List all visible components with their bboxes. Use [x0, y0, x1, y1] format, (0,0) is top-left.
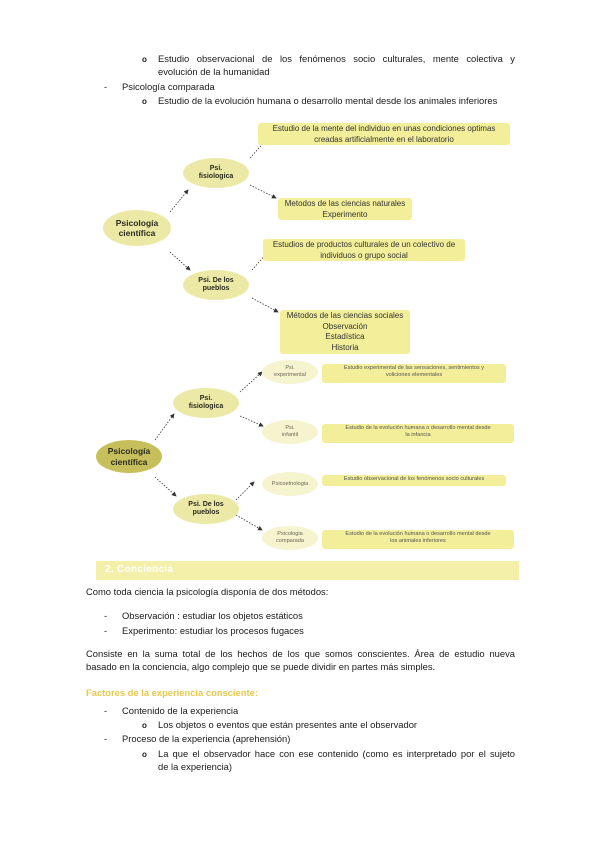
list-item-text: Proceso de la experiencia (aprehensión) [122, 733, 291, 744]
list-item-text: Los objetos o eventos que están presentes ante el observador [158, 719, 418, 730]
highlight-text: Metodos de las ciencias naturales Experimento [278, 198, 412, 220]
section-title: 2. Conciencia [105, 564, 174, 575]
list-item-text: Contenido de la experiencia [122, 705, 239, 716]
node-psi-fisiologica: Psi. fisiologica [183, 158, 249, 188]
highlight-text: Estudio observacional de los fenómenos socio culturales [322, 475, 506, 486]
dash-bullet: - [104, 733, 108, 744]
node-psi-experimental: Psi. experimental [262, 360, 318, 384]
bullet: o [142, 97, 147, 106]
bullet: o [142, 750, 147, 759]
node-psi-fisiologica: Psi. fisiologica [173, 388, 239, 418]
node-psicologia-comparada: Psicologia comparada [262, 526, 318, 550]
subheading: Factores de la experiencia consciente: [86, 687, 258, 698]
bullet: o [142, 55, 147, 64]
highlight-text: Estudios de productos culturales de un colectivo de individuos o grupo social [263, 239, 465, 261]
node-psicologia-cientifica: Psicología científica [103, 210, 171, 246]
list-item-text: Estudio de la evolución humana o desarrollo mental desde los animales inferiores [158, 95, 498, 106]
node-psi-pueblos: Psi. De los pueblos [183, 270, 249, 300]
node-psicologia-cientifica: Psicología científica [96, 440, 162, 473]
list-item-text: Experimento: estudiar los procesos fugaces [122, 625, 304, 636]
list-item-text: Estudio observacional de los fenómenos socio culturales, mente colectiva y evolución de la humanidad [158, 53, 515, 77]
highlight-text: Estudio de la evolución humana o desarrollo mental desde los animales inferiores [322, 530, 514, 549]
node-psi-pueblos: Psi. De los pueblos [173, 494, 239, 524]
dash-bullet: - [104, 625, 108, 636]
list-item-text: Observación : estudiar los objetos estáticos [122, 610, 303, 621]
dash-bullet: - [104, 610, 108, 621]
highlight-text: Estudio de la mente del individuo en unas condiciones optimas creadas artificialmente en el laboratorio [258, 123, 510, 145]
highlight-text: Estudio de la evolución humana o desarrollo mental desde la infancia [322, 424, 514, 443]
highlight-text: Estudio experimental de las sensaciones, sentimientos y voliciones elementales [322, 364, 506, 383]
dash-bullet: - [104, 81, 108, 92]
list-item-text: Psicología comparada [122, 81, 215, 92]
paragraph: Consiste en la suma total de los hechos de los que somos conscientes. Área de estudio nueva basado en la conciencia, algo complejo que se puede dividir en partes más simples. [86, 648, 515, 672]
section-heading-band [96, 561, 519, 580]
bullet: o [142, 721, 147, 730]
node-psi-infantil: Psi. infantil [262, 420, 318, 444]
node-psicoetnologia: Psicoetnologia [262, 472, 318, 496]
dash-bullet: - [104, 705, 108, 716]
highlight-text: Métodos de las ciencias sociales Observación Estadística Historia [280, 310, 410, 354]
paragraph: Como toda ciencia la psicología disponía de dos métodos: [86, 586, 329, 597]
list-item-text: La que el observador hace con ese contenido (como es interpretado por el sujeto de la experiencia) [158, 748, 515, 772]
